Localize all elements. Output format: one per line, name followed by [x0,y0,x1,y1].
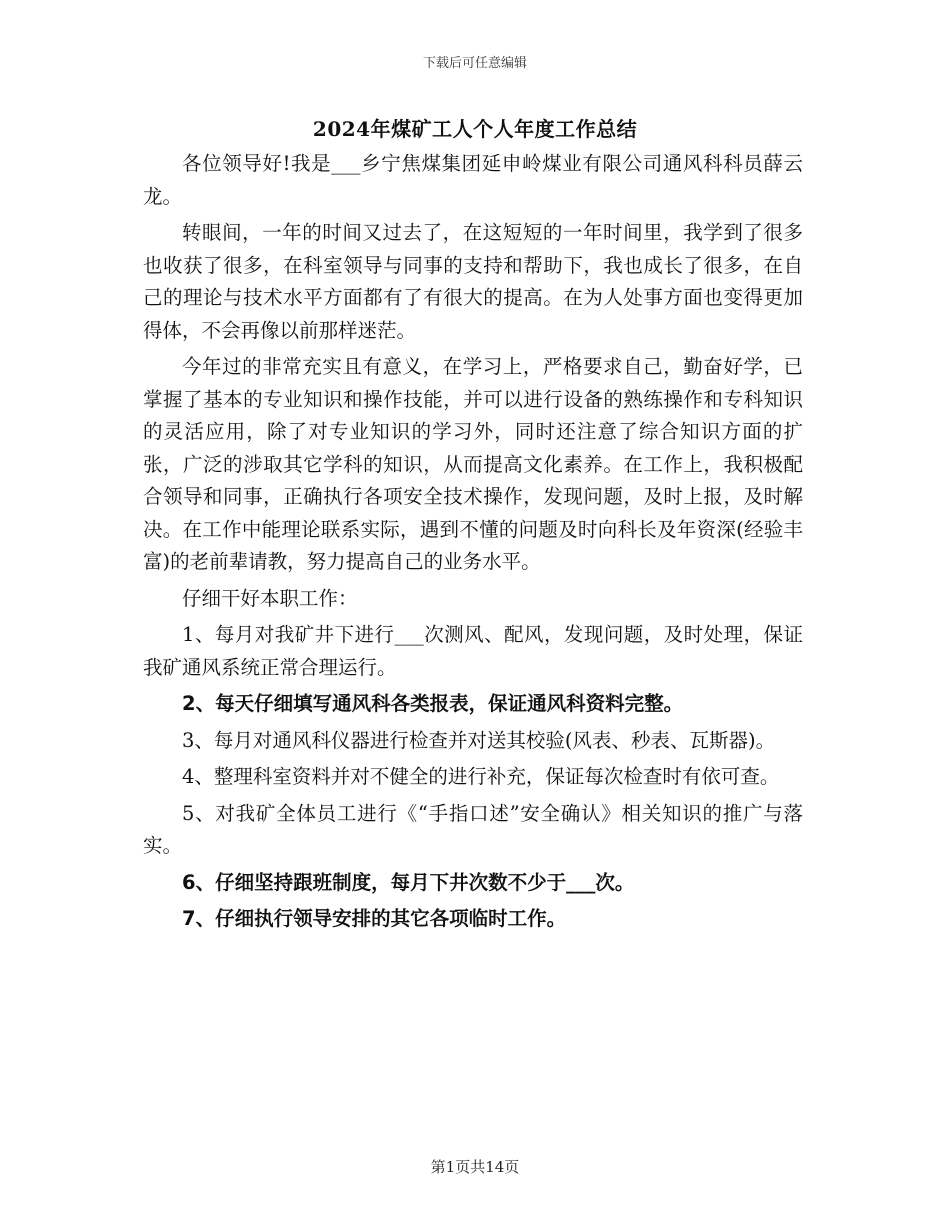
list-item-2: 2、每天仔细填写通风科各类报表，保证通风科资料完整。 [182,692,684,715]
list-item-7: 7、仔细执行领导安排的其它各项临时工作。 [182,907,567,930]
paragraph-review: 转眼间，一年的时间又过去了，在这短短的一年时间里，我学到了很多也收获了很多，在科室领导与同事的支持和帮助下，我也成长了很多，在自己的理论与技术水平方面都有了有很大的提高。在为人处事方面也变得更加得体，不会再像以前那样迷茫。 [143,221,803,342]
list-item-5: 5、对我矿全体员工进行《“手指口述”安全确认》相关知识的推广与落实。 [143,801,803,857]
list-item-1: 1、每月对我矿井下进行___次测风、配风，发现问题，及时处理，保证我矿通风系统正常合理运行。 [143,623,803,679]
document-body [143,148,803,940]
paragraph-greeting: 各位领导好!我是___乡宁焦煤集团延申岭煤业有限公司通风科科员薛云龙。 [143,152,803,208]
document-title: 2024年煤矿工人个人年度工作总结 [312,117,638,141]
paragraph-duties-heading: 仔细干好本职工作： [182,586,358,610]
page-number: 第1页共14页 [430,1158,520,1176]
list-item-6: 6、仔细坚持跟班制度，每月下井次数不少于___次。 [182,870,635,894]
paragraph-study-work: 今年过的非常充实且有意义，在学习上，严格要求自己，勤奋好学，已掌握了基本的专业知识和操作技能，并可以进行设备的熟练操作和专科知识的灵活应用，除了对专业知识的学习外，同时还注意了综合知识方面的扩张，广泛的涉取其它学科的知识，从而提高文化素养。在工作上，我积极配合领导和同事，正确执行各项安全技术操作，发现问题，及时上报，及时解决。在工作中能理论联系实际，遇到不懂的问题及时向科长及年资深(经验丰富)的老前辈请教，努力提高自己的业务水平。 [143,355,803,573]
list-item-3: 3、每月对通风科仪器进行检查并对送其校验(风表、秒表、瓦斯器)。 [182,728,776,752]
header-note: 下载后可任意编辑 [422,56,527,71]
list-item-4: 4、整理科室资料并对不健全的进行补充，保证每次检查时有依可查。 [182,765,780,788]
